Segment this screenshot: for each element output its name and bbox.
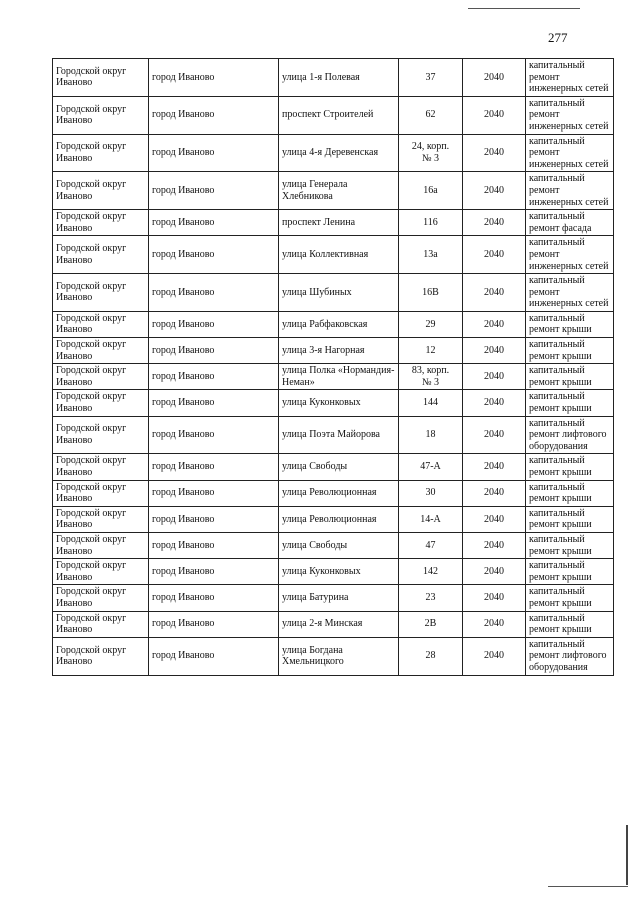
table-row [53,480,614,506]
table-row [53,611,614,637]
table-row [53,364,614,390]
street-cell: улица Шубиных [282,286,352,298]
table-row [53,96,614,134]
house-number-cell: 12 [425,344,436,356]
house-number-cell: 29 [425,318,436,330]
year-cell: 2040 [484,286,504,298]
street-cell: улица Коллективная [282,248,369,260]
city-cell: город Иваново [152,592,215,604]
city-cell: город Иваново [152,397,215,409]
house-number-cell: 142 [423,565,438,577]
work-type-cell: капитальный ремонт крыши [529,312,592,336]
district-cell: Городской округ Иваново [56,365,127,388]
district-cell: Городской округ Иваново [56,243,127,266]
year-cell: 2040 [484,216,504,228]
city-cell: город Иваново [152,513,215,525]
city-cell: город Иваново [152,429,215,441]
work-type-cell: капитальный ремонт лифтового оборудования [529,417,607,452]
work-type-cell: капитальный ремонт инженерных сетей [529,275,609,310]
year-cell: 2040 [484,318,504,330]
street-cell: улица 4-я Деревенская [282,147,379,159]
district-cell: Городской округ Иваново [56,103,127,127]
year-cell: 2040 [484,71,504,83]
work-type-cell: капитальный ремонт инженерных сетей [529,97,609,132]
year-cell: 2040 [484,248,504,260]
scan-artifact-line [548,886,628,887]
work-type-cell: капитальный ремонт крыши [529,586,592,609]
table-row [53,134,614,172]
house-number-cell: 2В [424,618,437,630]
year-cell: 2040 [484,147,504,159]
work-type-cell: капитальный ремонт крыши [529,612,592,636]
house-number-cell: 144 [423,397,438,409]
city-cell: город Иваново [152,487,215,499]
district-cell: Городской округ Иваново [56,455,127,478]
house-number-cell: 28 [425,650,436,662]
work-type-cell: капитальный ремонт фасада [529,211,592,234]
table-row [53,637,614,675]
district-cell: Городской округ Иваново [56,179,127,202]
year-cell: 2040 [484,565,504,577]
city-cell: город Иваново [152,286,215,298]
work-type-cell: капитальный ремонт инженерных сетей [529,237,609,272]
street-cell: улица 1-я Полевая [282,71,360,83]
table-row [53,532,614,558]
district-cell: Городской округ Иваново [56,65,127,89]
work-type-cell: капитальный ремонт крыши [529,507,592,531]
city-cell: город Иваново [152,248,215,260]
work-type-cell: капитальный ремонт инженерных сетей [529,173,609,208]
house-number-cell: 62 [425,109,436,121]
work-type-cell: капитальный ремонт крыши [529,533,592,557]
table-row [53,559,614,585]
city-cell: город Иваново [152,618,215,630]
street-cell: улица Куконковых [282,565,361,577]
year-cell: 2040 [484,539,504,551]
table-row [53,585,614,611]
year-cell: 2040 [484,109,504,121]
year-cell: 2040 [484,461,504,473]
city-cell: город Иваново [152,461,215,473]
year-cell: 2040 [484,397,504,409]
district-cell: Городской округ Иваново [56,141,127,164]
table-row [53,210,614,236]
district-cell: Городской округ Иваново [56,560,127,583]
year-cell: 2040 [484,344,504,356]
street-cell: улица Полка «Нормандия-Неман» [282,365,395,388]
house-number-cell: 24, корп. № 3 [411,141,450,164]
year-cell: 2040 [484,618,504,630]
city-cell: город Иваново [152,650,215,662]
year-cell: 2040 [484,592,504,604]
work-type-cell: капитальный ремонт лифтового оборудования [529,638,607,673]
year-cell: 2040 [484,487,504,499]
table-row [53,59,614,97]
house-number-cell: 14-А [420,513,441,525]
city-cell: город Иваново [152,147,215,159]
district-cell: Городской округ Иваново [56,644,127,668]
page-number: 277 [548,30,568,45]
house-number-cell: 13а [423,248,438,260]
district-cell: Городской округ Иваново [56,507,127,531]
district-cell: Городской округ Иваново [56,612,127,636]
city-cell: город Иваново [152,318,215,330]
table-row [53,454,614,480]
table-row [53,506,614,532]
district-cell: Городской округ Иваново [56,586,127,609]
table-row [53,416,614,454]
city-cell: город Иваново [152,344,215,356]
street-cell: проспект Строителей [282,109,374,121]
work-type-cell: капитальный ремонт инженерных сетей [529,60,609,95]
street-cell: улица Свободы [282,461,348,473]
street-cell: улица Поэта Майорова [282,429,380,441]
street-cell: улица Свободы [282,539,348,551]
street-cell: улица 2-я Минская [282,618,363,630]
work-type-cell: капитальный ремонт крыши [529,339,592,362]
district-cell: Городской округ Иваново [56,312,127,336]
house-number-cell: 16а [423,184,438,196]
city-cell: город Иваново [152,216,215,228]
district-cell: Городской округ Иваново [56,391,127,415]
street-cell: проспект Ленина [282,216,356,228]
street-cell: улица Батурина [282,592,349,604]
district-cell: Городской округ Иваново [56,533,127,557]
year-cell: 2040 [484,429,504,441]
buildings-table [52,58,614,676]
year-cell: 2040 [484,184,504,196]
street-cell: улица Генерала Хлебникова [282,179,348,202]
table-row [53,274,614,312]
year-cell: 2040 [484,650,504,662]
street-cell: улица Богдана Хмельницкого [282,644,344,668]
table-row [53,390,614,416]
house-number-cell: 47-А [420,461,441,473]
city-cell: город Иваново [152,371,215,383]
city-cell: город Иваново [152,539,215,551]
work-type-cell: капитальный ремонт крыши [529,365,592,388]
table-row [53,338,614,364]
table-row [53,311,614,337]
street-cell: улица Куконковых [282,397,361,409]
district-cell: Городской округ Иваново [56,211,127,234]
work-type-cell: капитальный ремонт крыши [529,391,592,415]
street-cell: улица Революционная [282,513,377,525]
house-number-cell: 83, корп. № 3 [411,365,450,388]
table-row [53,172,614,210]
house-number-cell: 23 [425,592,436,604]
work-type-cell: капитальный ремонт крыши [529,481,592,505]
street-cell: улица Рабфаковская [282,318,368,330]
year-cell: 2040 [484,371,504,383]
city-cell: город Иваново [152,184,215,196]
street-cell: улица 3-я Нагорная [282,344,365,356]
city-cell: город Иваново [152,109,215,121]
work-type-cell: капитальный ремонт инженерных сетей [529,135,609,170]
house-number-cell: 30 [425,487,436,499]
work-type-cell: капитальный ремонт крыши [529,560,592,583]
work-type-cell: капитальный ремонт крыши [529,455,592,478]
table-row [53,236,614,274]
district-cell: Городской округ Иваново [56,423,127,447]
year-cell: 2040 [484,513,504,525]
street-cell: улица Революционная [282,487,377,499]
scan-artifact-mark [626,825,628,885]
city-cell: город Иваново [152,71,215,83]
house-number-cell: 16В [422,286,439,298]
district-cell: Городской округ Иваново [56,280,127,304]
district-cell: Городской округ Иваново [56,481,127,505]
house-number-cell: 18 [425,429,436,441]
house-number-cell: 116 [423,216,438,228]
house-number-cell: 47 [425,539,436,551]
city-cell: город Иваново [152,565,215,577]
house-number-cell: 37 [425,71,436,83]
scan-artifact-line [468,8,580,9]
district-cell: Городской округ Иваново [56,339,127,362]
